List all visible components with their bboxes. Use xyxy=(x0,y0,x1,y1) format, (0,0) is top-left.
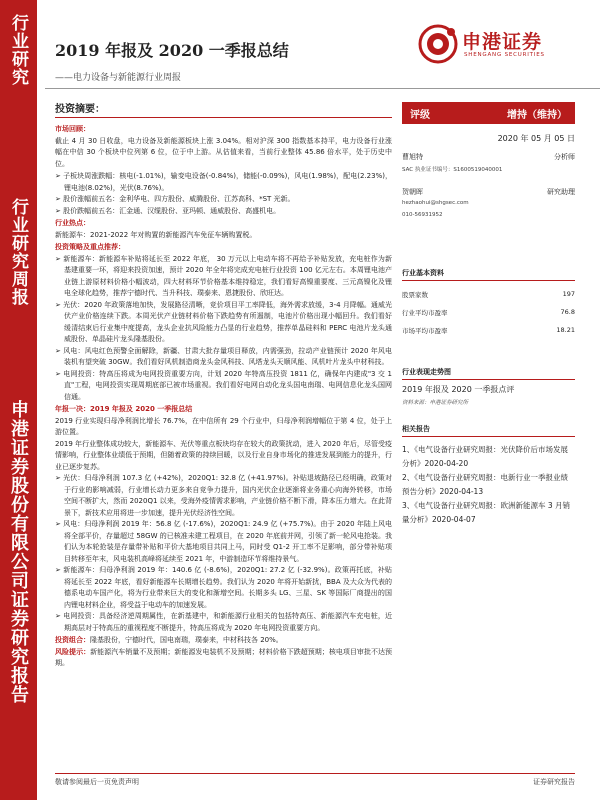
views-heading: 投资策略及重点推荐： xyxy=(55,243,125,251)
page-footer xyxy=(55,773,575,787)
main-column xyxy=(55,100,392,670)
view-item: ➢ 电网投资：特高压将成为电网投资重要方向，计划 2020 年特高压投资 1811 亿，确保年内建成"3 交 1 直"工程，电网投资实现周期底部已被市场重视。我们看好电网自动化龙头国电南瑞、电网信息化龙头国网信通。 xyxy=(55,369,392,401)
logo-english: SHENGANG SECURITIES xyxy=(464,52,545,58)
review-paragraph: 2019 行业实现归母净利润比增长 76.7%，在中信所有 29 个行业中，归母净利润增幅位于第 4 位，处于上游位置。 xyxy=(55,416,392,436)
rating-label: 评级 xyxy=(410,109,430,121)
report-subtitle: ——电力设备与新能源行业周报 xyxy=(55,73,182,83)
trend-chart-title: 2019 年报及 2020 一季报点评 xyxy=(402,385,515,394)
analyst-phone: 010-56931952 xyxy=(402,212,443,218)
analyst-row xyxy=(402,152,575,162)
industry-row-value: 76.8 xyxy=(560,308,575,316)
related-title: 相关报告 xyxy=(402,424,575,437)
summary-title: 投资摘要： xyxy=(55,100,392,118)
picks-text: 隆基股份，宁德时代，国电南瑞，璞泰来，中材科技各 20%。 xyxy=(90,636,283,644)
analyst-role: 分析师 xyxy=(554,153,575,161)
analyst-name: 贺朝晖 xyxy=(402,188,423,196)
analyst-row xyxy=(402,187,575,197)
review-paragraph: ➢ 新能源车：归母净利润 2019 年：140.6 亿 (-8.6%)，2020Q1: 27.2 亿 (-32.9%)。政策再托底，补贴将延长至 2022 年底，看好新能源车长期增长趋势。我们认为 2020 年将开始新扰，BBA 及大众为代表的德系电动车国产化，将为行业带来巨大的变化和渐增空间。长期多头 LG、三星、SK 等国际厂商提出的国内锂电材料企业，将受益于电动车的加速发展。 xyxy=(55,566,392,609)
analyst-name: 曹旭特 xyxy=(402,153,423,161)
industry-row-label: 市场平均市盈率 xyxy=(402,327,448,335)
related-reports xyxy=(402,424,575,527)
bullet-item: ➢ 股价跌幅前五名：汇金通、汉缆股份、亚玛顿、通威股份、高盛机电。 xyxy=(55,206,281,215)
hotspot-text: 新能源车：2021-2022 年对购置的新能源汽车免征车辆购置税。 xyxy=(55,230,257,239)
review-paragraph: ➢ 风电：归母净利润 2019 年：56.8 亿 (-17.6%)，2020Q1: 24.9 亿 (+75.7%)。由于 2020 年陆上风电将全部平价，存量超过 58GW 的已核准未建工程项目，在 2020 年底前并网，引领了新一轮风电抢装。我们认为本轮抢装是存量带补贴和平价大基地项目共同上马，同时受 Q1-2 开工率不足影响，部分带补贴项目转移至年末，风电装机高峰将延续至 2021 年，中游制造环节将维持景气。 xyxy=(55,520,392,563)
company-logo xyxy=(418,24,568,66)
analyst-contact: SAC 执业证书编号：S1600519040001 xyxy=(402,167,503,173)
report-title: 2019 年报及 2020 一季报总结 xyxy=(55,41,289,60)
sidebar-top-label: 行业研究 xyxy=(8,14,28,86)
sidebar-company-label: 申港证券股份有限公司证券研究报告 xyxy=(8,400,29,704)
footer-disclaimer: 敬请参阅最后一页免责声明 xyxy=(55,778,139,786)
bullet-item: ➢ 股价涨幅前五名：金利华电、四方股份、威腾股份、江苏高科、*ST 光新。 xyxy=(55,195,295,203)
hotspot-heading: 行业热点： xyxy=(55,219,90,227)
sidebar-mid-label: 行业研究周报 xyxy=(8,198,28,306)
report-date: 2020 年 05 月 05 日 xyxy=(497,134,575,143)
risk-heading: 风险提示： xyxy=(55,647,91,656)
industry-data xyxy=(402,268,575,335)
analyst-role: 研究助理 xyxy=(547,188,575,196)
industry-row xyxy=(402,326,575,335)
report-header xyxy=(55,38,355,83)
industry-title: 行业基本资料 xyxy=(402,268,575,281)
view-item: ➢ 风电：风电红色预警全面解除，新疆、甘肃大批存量项目释放，内需强劲，拉动产业链预计 2020 年风电装机有望突破 30GW。我们看好风机制造商龙头金风科技、风塔龙头天顺风能、风机叶片龙头中材科技。 xyxy=(55,346,392,366)
logo-chinese: 申港证券 xyxy=(462,31,543,53)
header-divider xyxy=(45,88,600,89)
left-sidebar xyxy=(0,0,37,800)
industry-row-label: 行业平均市盈率 xyxy=(402,309,448,317)
view-item: ➢ 新能源车：新能源车补贴将延长至 2022 年底， 30 万元以上电动车将不再给予补贴发放，充电桩作为新基建重要一环，将迎来投资加速，预计 2020 年全年将完成充电桩行业投资 100 亿元左右。本周锂电池产业链上游原材料价格小幅波动，四大材料环节价格基本维持稳定，我们看好高镍重要度、三元高镍化及锂电全球化趋势，推荐宁德时代、当升科技、璞泰来、恩捷股份、欣旺达。 xyxy=(55,254,392,297)
right-column xyxy=(402,102,575,527)
view-item: ➢ 光伏：2020 年政策落地加快，发展路径清晰，竞价项目平工率降低，海外需求放缓，3-4 月降幅。通威光伏产业价格连续下跌。本周光伏产业链材料价格下跌趋势有所遏制，电池片价格出现小幅回升。我们看好缓清结束后行业集中度提高，龙头企业抗风险能力凸显的行业趋势，推荐单晶硅料和 PERC 电池片龙头通威股份、单晶硅片龙头隆基股份。 xyxy=(55,300,392,343)
review-paragraph: ➢ 光伏：归母净利润 107.3 亿 (+42%)，2020Q1: 32.8 亿 (+41.97%)。补贴退坡路径已经明确，政策对于行业的影响减弱，行业增长动力更多来自竞争力提升，国内光伏企业逐渐将业务重心向海外转移，市场空间不断扩大，然而 2020Q1 以来，受海外疫情需求影响，产业链价格不断下滑，降本压力增大。在此背景下，新技术应用将进一步加速，提升光伏经济性空间。 xyxy=(55,474,392,517)
review-heading: 年报一决：2019 年报及 2020 一季报总结 xyxy=(55,405,193,413)
trend-source: 资料来源：申港证券研究所 xyxy=(402,400,469,406)
industry-row-value: 18.21 xyxy=(556,326,575,334)
trend-section xyxy=(402,367,575,406)
analyst-email: hezhaohui@shgsec.com xyxy=(402,200,469,206)
related-report-link[interactable]: 3、《电气设备行业研究周报：欧洲新能源车 3 月销量分析》2020-04-07 xyxy=(402,501,571,524)
related-report-link[interactable]: 2、《电气设备行业研究周报：电新行业一季报业绩预告分析》2020-04-13 xyxy=(402,473,569,496)
industry-row-value: 197 xyxy=(562,290,575,298)
footer-label: 证券研究报告 xyxy=(533,778,575,786)
rating-bar xyxy=(402,102,575,124)
rating-value: 增持（维持） xyxy=(507,109,567,121)
bullet-item: ➢ 子板块周涨跌幅：核电(-1.01%)，输变电设备(-0.84%)，储能(-0.09%)，风电(1.98%)，配电(2.23%)，锂电池(8.02%)，光伏(8.76%)。 xyxy=(55,172,392,192)
review-paragraph: 2019 年行业整体成功较大，新能源车、光伏等重点板块均存在较大的政策扰动，进入 2020 年后，尽管受疫情影响，行业整体业绩低于预期，但随着政策的持续回暖，以及行业自身市场化的推进发展到能力的提升，行业已逐步复苏。 xyxy=(55,439,392,471)
risk-text: 新能源汽车销量不及预期；新能源发电装机不及预期；材料价格下跌超预期；核电项目审批不达预期。 xyxy=(55,647,393,667)
picks-heading: 投资组合： xyxy=(55,636,90,644)
industry-row xyxy=(402,308,575,317)
market-heading: 市场回顾： xyxy=(55,125,90,133)
trend-title: 行业表现走势图 xyxy=(402,367,575,380)
market-text: 截止 4 月 30 日收盘，电力设备及新能源板块上涨 3.04%。相对沪深 300 指数基本持平，电力设备行业涨幅在中信 30 个板块中位列第 6 位，位于中上游。从估值来看，当前行业整体 45.86 倍水平，处于历史中位。 xyxy=(55,136,392,168)
logo-mark-icon xyxy=(418,24,458,64)
industry-row xyxy=(402,290,575,299)
industry-row-label: 股票家数 xyxy=(402,291,428,299)
review-paragraph: ➢ 电网投资：具备经济逆周期属性，在新基建中，和新能源行业相关的包括特高压、新能源汽车充电桩，近期高层对于特高压的重视程度不断提升，特高压将成为 2020 年电网投资重要方向。 xyxy=(55,612,392,632)
related-report-link[interactable]: 1、《电气设备行业研究周报：光伏降价后市场发展分析》2020-04-20 xyxy=(402,445,569,468)
